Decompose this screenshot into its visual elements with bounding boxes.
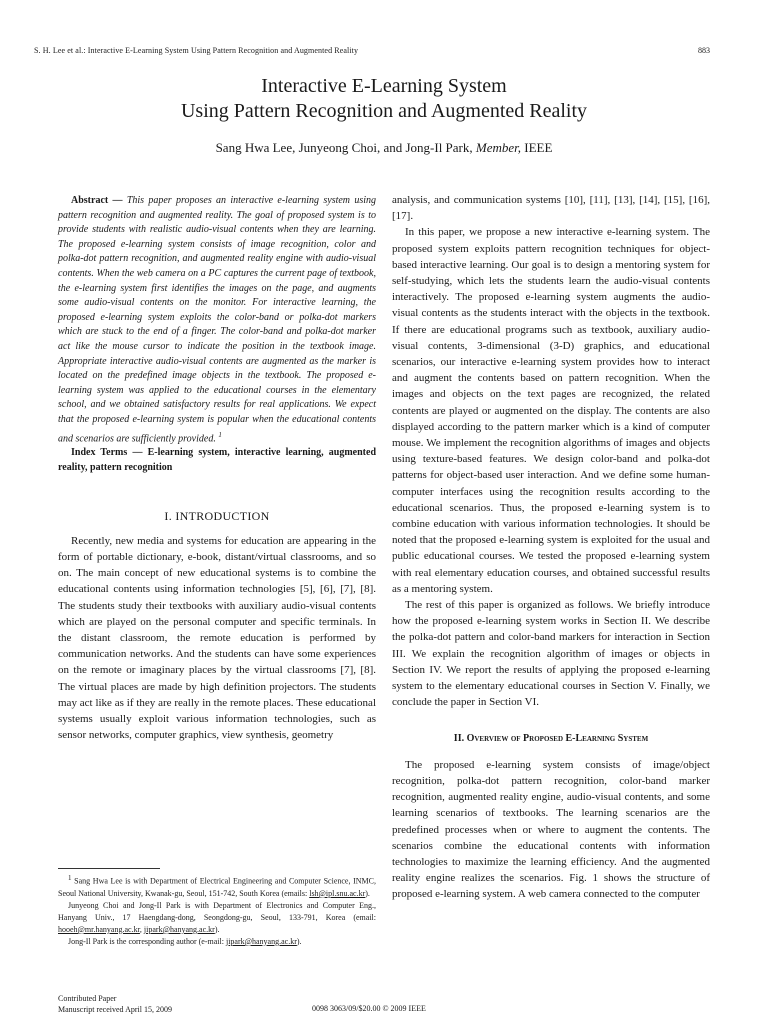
author-org: IEEE (524, 140, 553, 155)
intro-paragraph-2: In this paper, we propose a new interactive e-learning system. The proposed system exploits pattern recognition techniques for object-based interactive learning. Our goal is to design a mentoring system for self-studying, which lets the students learn the audio-visual contents interactively. The proposed e-learning system augments the audio-visual contents as the students interact with the objects in the textbook. If there are educational programs such as textbook, auxiliary audio-visual contents, 3-dimensional (3-D) graphics, and educational scenarios, our interactive e-learning system provides how to interact and augment the contents based on pattern recognition. When the images and objects on the text pages are recognized, the related contents are played or augmented on the display. The contents are also displayed according to the pattern marker which is a kind of computer mouse. We implement the recognition algorithms of images and objects using texture-based features. We design color-band and polka-dot patterns for object-based user interaction. And we define some human-computer interfaces using the recognition results according to the educational scenarios. Thus, the proposed e-learning system is to combine education with various information technologies. It should be noted that the proposed e-learning system is exploited for the usual and public educational courses. We tested the proposed e-learning system with real elementary education courses, and obtained successful results as a mentoring system. (392, 226, 710, 595)
footnote-1-email[interactable]: lsh@ipl.snu.ac.kr (309, 888, 366, 898)
footnote-mark: 1 (68, 874, 72, 882)
intro-continuation: analysis, and communication systems [10], [11], [13], [14], [15], [16], [17]. (392, 194, 710, 223)
footnote-2-end: ). (214, 924, 220, 934)
contributed-paper-label: Contributed Paper (58, 994, 117, 1003)
running-header: S. H. Lee et al.: Interactive E-Learning System Using Pattern Recognition and Augmented Reality (34, 46, 359, 55)
paper-title (0, 74, 768, 124)
index-terms-text: E-learning system, interactive learning, augmented reality, pattern recognition (58, 447, 377, 474)
contribution-note (58, 993, 172, 1015)
footnote-2-email-1[interactable]: hooeh@mr.hanyang.ac.kr (58, 924, 140, 934)
footnote-2-text: Junyeong Choi and Jong-Il Park is with Department of Electronics and Computer Eng., Hanyang Univ., 17 Haengdang-dong, Seongdong-gu, Seoul, 133-791, Korea (email: (58, 900, 376, 922)
footnote-rule (58, 868, 160, 869)
footnote-3 (58, 936, 376, 948)
footnote-3-text: Jong-Il Park is the corresponding author (e-mail: (68, 936, 224, 946)
footnotes (58, 872, 376, 948)
footnote-3-email[interactable]: jipark@hanyang.ac.kr (225, 936, 297, 946)
right-column (392, 192, 710, 903)
footnote-3-end: ). (296, 936, 302, 946)
manuscript-received: Manuscript received April 15, 2009 (58, 1005, 172, 1014)
footnote-2-email-2[interactable]: jipark@hanyang.ac.kr (143, 924, 215, 934)
footnote-1 (58, 872, 376, 900)
page-number: 883 (698, 46, 710, 55)
footnote-1-end: ). (365, 888, 370, 898)
section-2-paragraph: The proposed e-learning system consists of image/object recognition, polka-dot pattern recognition, color-band marker recognition, augmented reality engine, audio-visual contents, and some learning scenarios of textbooks. The learning scenarios are the predefined processes when or where to augment the contents. The scenarios combine the educational contents with information technologies to maximize the learning efficiency. And the augmented reality engine realizes the scenarios. Fig. 1 shows the structure of proposed e-learning system. A web camera connected to the computer (392, 758, 710, 901)
copyright-line: 0098 3063/09/$20.00 © 2009 IEEE (312, 1004, 426, 1013)
intro-paragraph-3: The rest of this paper is organized as follows. We briefly introduce how the proposed e-learning system works in Section II. We describe the polka-dot pattern and color-band markers for interaction in Section III. We explain the recognition algorithm of images or objects in Section IV. We report the results of applying the proposed e-learning system to the elementary educational courses in Section V. Finally, we conclude the paper in Section VI. (392, 599, 710, 709)
index-terms (58, 446, 376, 475)
abstract-footnote-mark: 1 (218, 430, 222, 439)
footnote-2 (58, 900, 376, 936)
abstract-label: Abstract — (71, 195, 123, 206)
abstract-text: This paper proposes an interactive e-learning system using pattern recognition and augmented reality. The goal of proposed system is to provide students with realistic audio-visual contents when they are learning. The proposed e-learning system consists of image recognition, color and polka-dot pattern recognition, and augmented reality engine with audio-visual contents. When the web camera on a PC captures the current page of textbook, the e-learning system first identifies the images on the page, and augments some audio-visual contents on the monitor. For interactive learning, the proposed e-learning system exploits the color-band or polka-dot markers which are stuck to the end of a finger. The color-band and polka-dot marker act like the mouse cursor to indicate the position in the textbook image. Appropriate interactive audio-visual contents are augmented as the marker is located on the predefined image objects in the textbook. The proposed e-learning system was applied to the educational courses in the elementary school, and we obtained satisfactory results for real applications. We expect that the proposed e-learning system is popular when the educational contents and scenarios are sufficiently provided. (58, 195, 376, 444)
author-membership: Member, (475, 140, 522, 155)
author-line (0, 140, 768, 156)
intro-paragraph-1: Recently, new media and systems for education are appearing in the form of portable dictionary, e-book, distant/virtual classrooms, and so on. The main concept of new educational systems is to combine the educational contents using information technologies [5], [6], [7], [8]. The students study their textbooks with auxiliary audio-visual contents which are played on the personal computer and specific terminals. In the distant classroom, the remote education is performed by communication networks. And the students can have some experiences on the remote or imaginary places by the virtual classrooms [7], [8]. The virtual places are made by high definition projectors. The students may act like as if they are really in the remote places. These educational systems usually exploit various information technologies, such as sensor networks, computer graphics, view synthesis, geometry (58, 534, 376, 742)
abstract (58, 194, 376, 446)
title-line-1: Interactive E-Learning System (261, 75, 507, 97)
section-1-heading: I. INTRODUCTION (164, 508, 270, 523)
title-line-2: Using Pattern Recognition and Augmented Reality (180, 100, 588, 122)
section-2-heading: II. Overview of Proposed E-Learning System (453, 732, 649, 744)
footnote-2-sep: , (139, 924, 142, 934)
left-column (58, 194, 376, 743)
footnote-1-text: Sang Hwa Lee is with Department of Electrical Engineering and Computer Science, INMC, Seoul National University, Kwanak-gu, Seoul, 151-742, South Korea (emails: (58, 876, 377, 898)
author-names: Sang Hwa Lee, Junyeong Choi, and Jong-Il Park, (215, 140, 473, 155)
index-terms-label: Index Terms — (71, 447, 143, 459)
